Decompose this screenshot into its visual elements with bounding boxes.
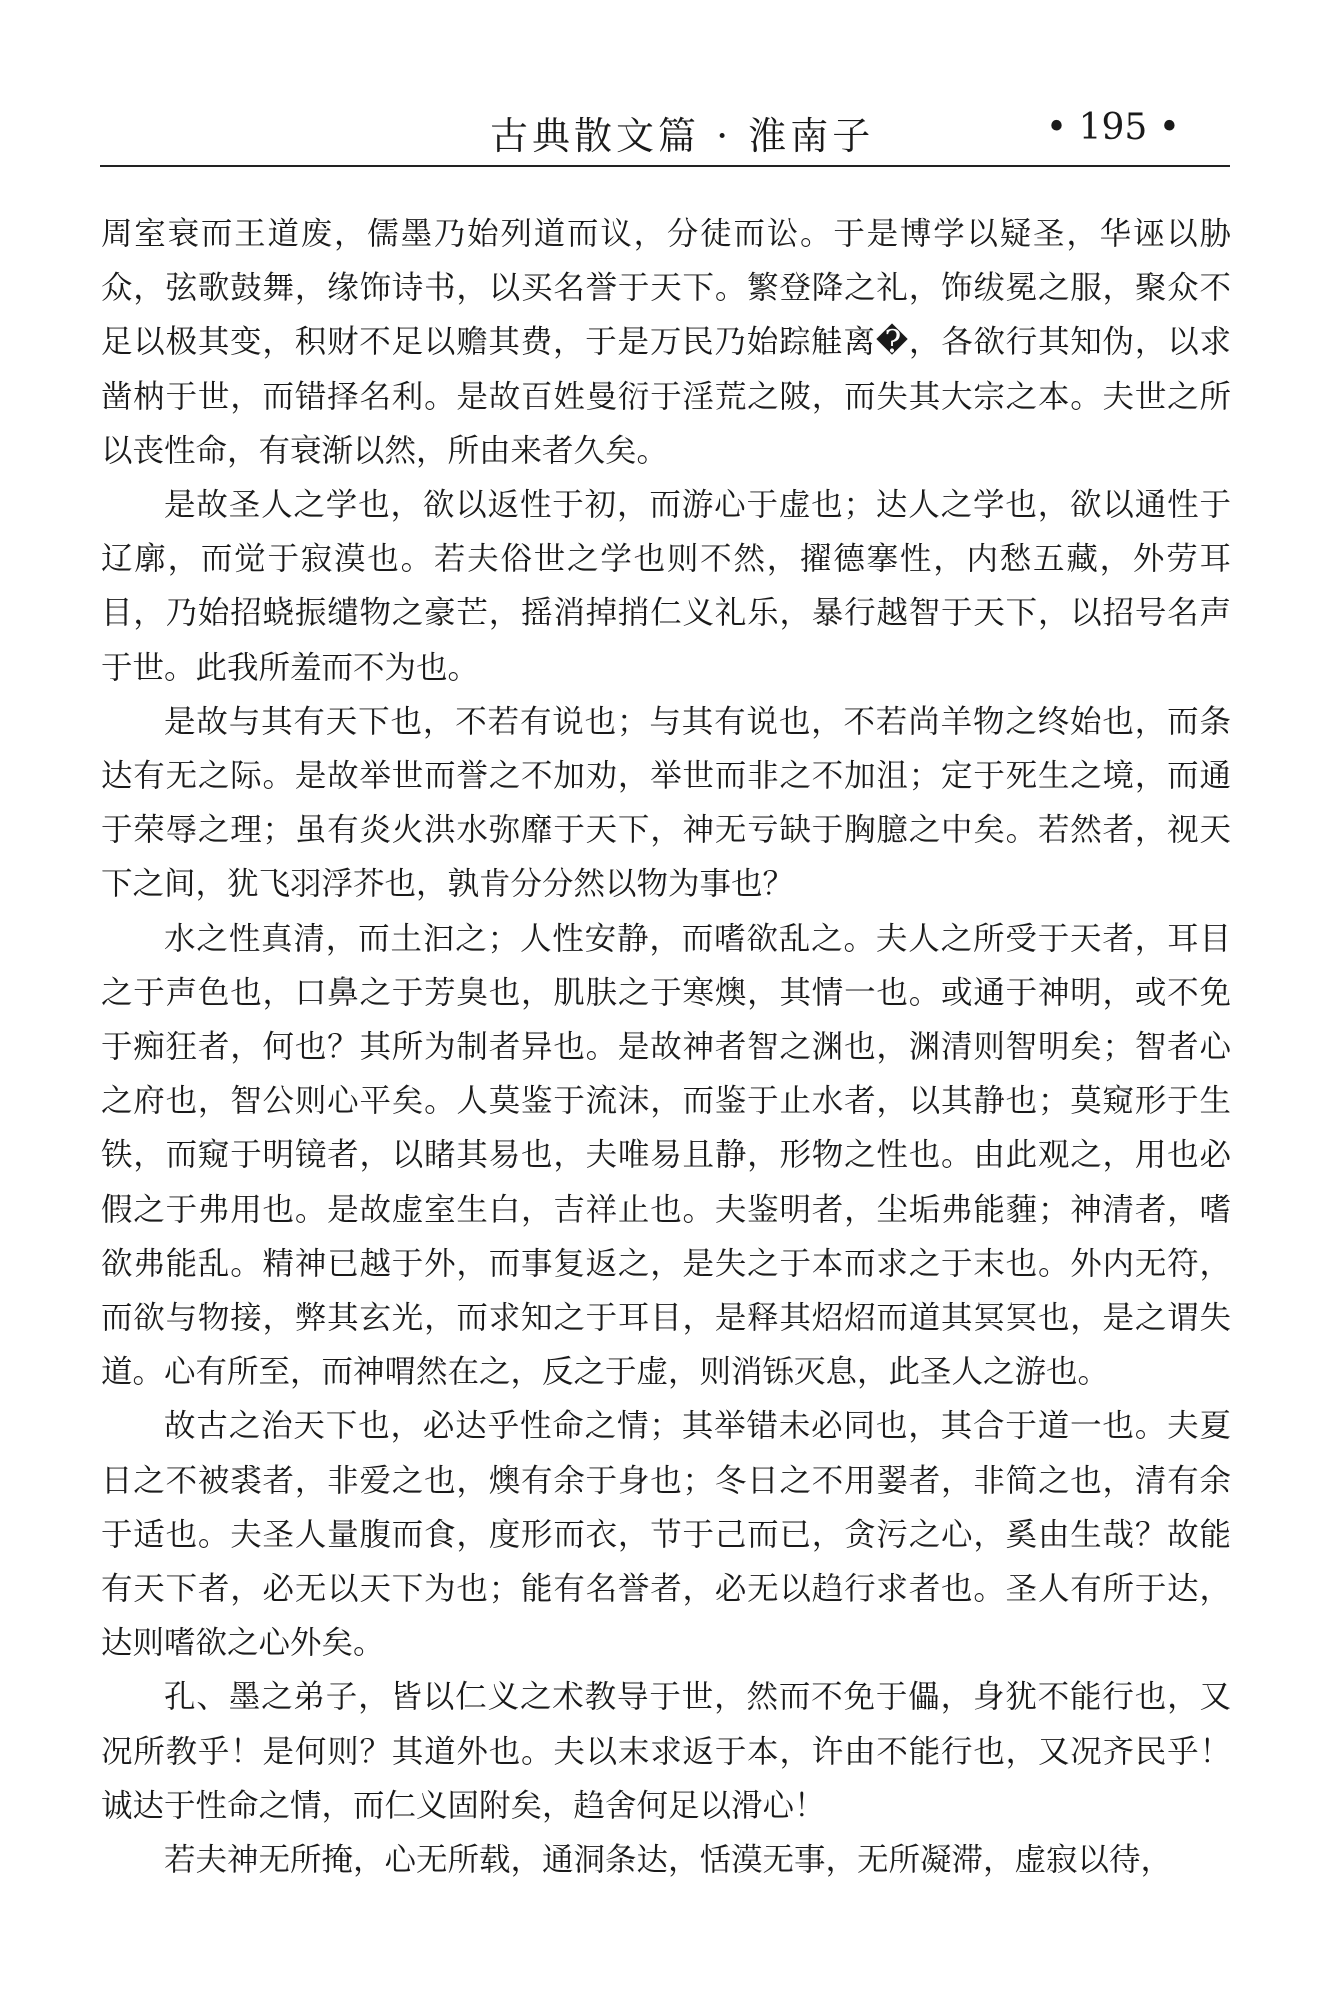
paragraph-7: 若夫神无所掩，心无所载，通洞条达，恬漠无事，无所凝滞，虚寂以待，: [164, 1842, 1173, 1879]
body-text: [101, 207, 1231, 1887]
page-number: • 195 •: [1045, 107, 1180, 148]
paragraph-4: 水之性真清，而土汩之；人性安静，而嗜欲乱之。夫人之所受于天者，耳目之于声色也，口鼻之于芳臭也，肌肤之于寒燠，其情一也。或通于神明，或不免于痴狂者，何也？其所为制者异也。是故神者智之渊也，渊清则智明矣；智者心之府也，智公则心平矣。人莫鉴于流沫，而鉴于止水者，以其静也；莫窥形于生铁，而窥于明镜者，以睹其易也，夫唯易且静，形物之性也。由此观之，用也必假之于弗用也。是故虚室生白，吉祥止也。夫鉴明者，尘垢弗能薶；神清者，嗜欲弗能乱。精神已越于外，而事复返之，是失之于本而求之于末也。外内无符，而欲与物接，弊其玄光，而求知之于耳目，是释其炤炤而道其冥冥也，是之谓失道。心有所至，而神喟然在之，反之于虚，则消铄灭息，此圣人之游也。: [101, 920, 1231, 1391]
paragraph-5: 故古之治天下也，必达乎性命之情；其举错未必同也，其合于道一也。夫夏日之不被裘者，非爱之也，燠有余于身也；冬日之不用翣者，非简之也，清有余于适也。夫圣人量腹而食，度形而衣，节于己而已，贪污之心，奚由生哉？故能有天下者，必无以天下为也；能有名誉者，必无以趋行求者也。圣人有所于达，达则嗜欲之心外矣。: [101, 1408, 1231, 1662]
page-header: [100, 95, 1230, 167]
paragraph-3: 是故与其有天下也，不若有说也；与其有说也，不若尚羊物之终始也，而条达有无之际。是故举世而誉之不加劝，举世而非之不加沮；定于死生之境，而通于荣辱之理；虽有炎火洪水弥靡于天下，神无亏缺于胸臆之中矣。若然者，视天下之间，犹飞羽浮芥也，孰肯分分然以物为事也？: [101, 703, 1231, 903]
paragraph-6: 孔、墨之弟子，皆以仁义之术教导于世，然而不免于儡，身犹不能行也，又况所教乎！是何则？其道外也。夫以末求返于本，许由不能行也，又况齐民乎！诚达于性命之情，而仁义固附矣，趋舍何足以滑心！: [101, 1679, 1231, 1824]
running-title: 古典散文篇 · 淮南子: [490, 114, 875, 158]
paragraph-1: 周室衰而王道废，儒墨乃始列道而议，分徒而讼。于是博学以疑圣，华诬以胁众，弦歌鼓舞，缘饰诗书，以买名誉于天下。繁登降之礼，饰绂冕之服，聚众不足以极其变，积财不足以赡其费，于是万民乃始踪觟离�，各欲行其知伪，以求凿枘于世，而错择名利。是故百姓曼衍于淫荒之陂，而失其大宗之本。夫世之所以丧性命，有衰渐以然，所由来者久矣。: [101, 216, 1231, 469]
header-rule: [100, 165, 1230, 167]
paragraph-2: 是故圣人之学也，欲以返性于初，而游心于虚也；达人之学也，欲以通性于辽廓，而觉于寂漠也。若夫俗世之学也则不然，擢德搴性，内愁五藏，外劳耳目，乃始招蛲振缱物之豪芒，摇消掉捎仁义礼乐，暴行越智于天下，以招号名声于世。此我所羞而不为也。: [101, 487, 1231, 686]
